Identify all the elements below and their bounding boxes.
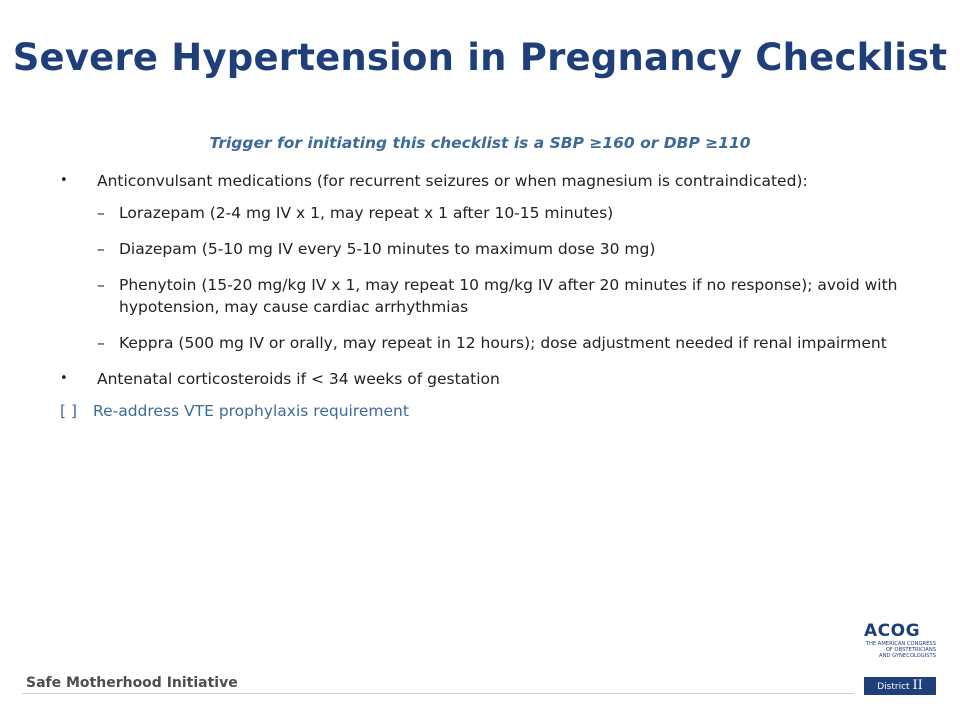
item-text: Antenatal corticosteroids if < 34 weeks of gestation bbox=[97, 370, 500, 388]
logo-line: AND GYNECOLOGISTS bbox=[879, 653, 936, 660]
checklist-content bbox=[60, 170, 920, 422]
district-label: District bbox=[877, 682, 910, 692]
logo-subtitle bbox=[864, 641, 938, 660]
footer-divider bbox=[22, 693, 854, 694]
list-item bbox=[60, 332, 920, 354]
list-item bbox=[60, 274, 920, 318]
item-text: Anticonvulsant medications (for recurrent seizures or when magnesium is contraindicated): bbox=[97, 172, 808, 190]
dash-icon: – bbox=[97, 204, 105, 222]
item-text: Lorazepam (2-4 mg IV x 1, may repeat x 1 after 10-15 minutes) bbox=[119, 204, 614, 222]
footer-initiative-name: Safe Motherhood Initiative bbox=[26, 675, 238, 691]
item-text: Keppra (500 mg IV or orally, may repeat in 12 hours); dose adjustment needed if renal impairment bbox=[119, 334, 887, 352]
dash-icon: – bbox=[97, 276, 105, 294]
bullet-icon: • bbox=[60, 173, 68, 188]
logo-wordmark: ACOG bbox=[864, 621, 921, 641]
bullet-icon: • bbox=[60, 371, 68, 386]
logo-line: THE AMERICAN CONGRESS bbox=[865, 641, 936, 647]
trigger-subtitle: Trigger for initiating this checklist is a SBP ≥160 or DBP ≥110 bbox=[209, 134, 751, 152]
item-text: Phenytoin (15-20 mg/kg IV x 1, may repeat 10 mg/kg IV after 20 minutes if no response); avoid with hypotension, may cause cardiac arrhythmias bbox=[119, 276, 898, 316]
district-number: II bbox=[912, 678, 923, 693]
dash-icon: – bbox=[97, 240, 105, 258]
item-text: Diazepam (5-10 mg IV every 5-10 minutes to maximum dose 30 mg) bbox=[119, 240, 656, 258]
dash-icon: – bbox=[97, 334, 105, 352]
district-badge bbox=[864, 677, 936, 695]
vte-text: Re-address VTE prophylaxis requirement bbox=[93, 402, 409, 420]
acog-logo bbox=[864, 622, 938, 698]
checkbox-icon: [ ] bbox=[60, 402, 78, 420]
list-item bbox=[60, 368, 920, 390]
vte-checkbox-item bbox=[60, 400, 920, 422]
page-title: Severe Hypertension in Pregnancy Checklist bbox=[12, 36, 948, 79]
list-item bbox=[60, 170, 920, 192]
list-item bbox=[60, 238, 920, 260]
logo-line: OF OBSTETRICIANS bbox=[885, 647, 936, 654]
list-item bbox=[60, 202, 920, 224]
